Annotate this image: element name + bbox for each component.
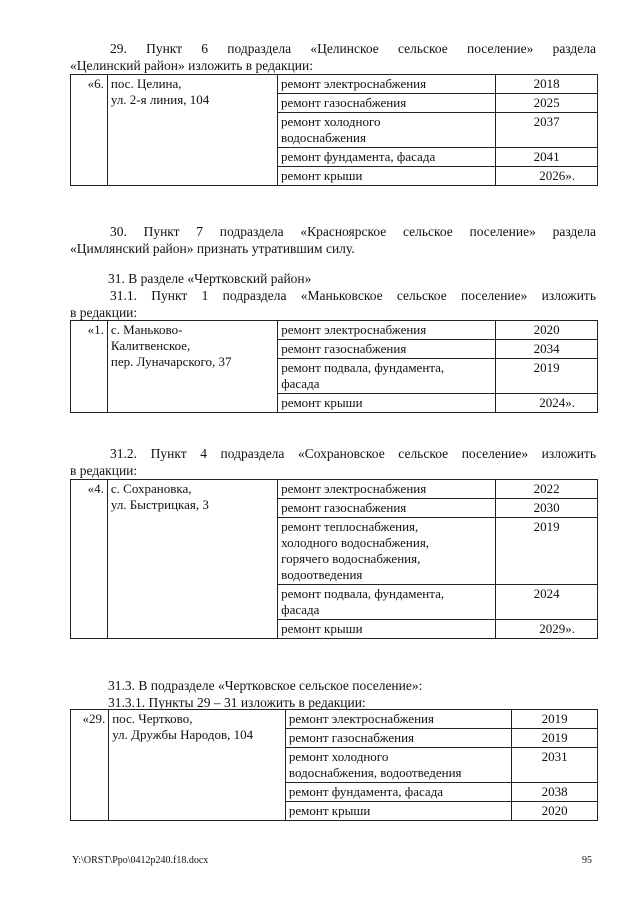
- paragraph-31-1-line-1: 31.1. Пункт 1 подраздела «Маньковское сельское поселение» изложить: [110, 288, 596, 303]
- work-type-line: ремонт электроснабжения: [281, 322, 427, 337]
- address-line: пос. Чертково,: [112, 711, 193, 726]
- table-item-31-2: [70, 479, 598, 639]
- work-type-cell: [285, 729, 511, 748]
- work-type-line: ремонт холодного: [288, 749, 389, 764]
- work-type-line: ремонт крыши: [288, 803, 371, 818]
- work-type-cell: [278, 75, 496, 94]
- year-cell: 2019: [512, 710, 598, 729]
- work-type-line: ремонт газоснабжения: [281, 95, 407, 110]
- work-type-cell: [278, 499, 496, 518]
- work-type-line: фасада: [281, 376, 320, 391]
- table-row: [71, 75, 598, 94]
- work-type-line: ремонт крыши: [281, 621, 363, 636]
- work-type-cell: [278, 359, 496, 394]
- work-type-cell: [278, 94, 496, 113]
- work-type-cell: [285, 802, 511, 821]
- year-cell: 2041: [496, 148, 598, 167]
- work-type-cell: [285, 783, 511, 802]
- footer-page-number: 95: [582, 855, 592, 866]
- year-cell: 2024».: [496, 394, 598, 413]
- year-cell: 2031: [512, 748, 598, 783]
- table-item-31-1: [70, 320, 598, 413]
- paragraph-30-line-1: 30. Пункт 7 подраздела «Красноярское сельское поселение» раздела: [110, 224, 596, 239]
- work-type-cell: [285, 748, 511, 783]
- work-type-line: холодного водоснабжения,: [281, 535, 430, 550]
- paragraph-30-line-2: «Цимлянский район» признать утратившим силу.: [70, 241, 355, 256]
- paragraph-30: [70, 223, 596, 257]
- work-type-line: ремонт электроснабжения: [281, 76, 427, 91]
- work-type-line: ремонт фундамента, фасада: [288, 784, 444, 799]
- work-type-cell: [278, 167, 496, 186]
- address-line: ул. Дружбы Народов, 104: [112, 727, 254, 742]
- year-cell: 2030: [496, 499, 598, 518]
- address-cell: [107, 321, 277, 413]
- address-line: с. Сохрановка,: [110, 481, 192, 496]
- work-type-line: ремонт крыши: [281, 168, 363, 183]
- table-item-31-3-1: [70, 709, 598, 821]
- address-line: пос. Целина,: [110, 76, 182, 91]
- paragraph-29: [70, 40, 596, 74]
- table-row: [71, 321, 598, 340]
- year-cell: 2020: [512, 802, 598, 821]
- year-cell: 2018: [496, 75, 598, 94]
- work-type-line: ремонт газоснабжения: [281, 500, 407, 515]
- year-cell: 2029».: [496, 620, 598, 639]
- item-number: «29.: [71, 710, 109, 821]
- table-item-29: [70, 74, 598, 186]
- year-cell: 2019: [496, 359, 598, 394]
- work-type-line: ремонт газоснабжения: [288, 730, 415, 745]
- paragraph-31-1-line-2: в редакции:: [70, 305, 138, 320]
- address-line: с. Маньково-: [110, 322, 183, 337]
- year-cell: 2037: [496, 113, 598, 148]
- work-type-line: ремонт электроснабжения: [288, 711, 434, 726]
- year-cell: 2025: [496, 94, 598, 113]
- heading-31-3-1: 31.3.1. Пункты 29 – 31 изложить в редакции:: [108, 695, 366, 710]
- work-type-line: ремонт фундамента, фасада: [281, 149, 436, 164]
- work-type-cell: [278, 113, 496, 148]
- work-type-line: ремонт электроснабжения: [281, 481, 427, 496]
- year-cell: 2020: [496, 321, 598, 340]
- work-type-cell: [278, 340, 496, 359]
- address-line: Калитвенское,: [110, 338, 191, 353]
- heading-31-3: 31.3. В подразделе «Чертковское сельское поселение»:: [108, 678, 423, 693]
- year-cell: 2024: [496, 585, 598, 620]
- address-cell: [107, 480, 277, 639]
- year-cell: 2022: [496, 480, 598, 499]
- address-line: ул. Быстрицкая, 3: [110, 497, 209, 512]
- work-type-cell: [278, 148, 496, 167]
- item-number: «6.: [71, 75, 108, 186]
- footer-file-path: Y:\ORST\Ppo\0412p240.f18.docx: [72, 855, 209, 866]
- address-cell: [109, 710, 286, 821]
- item-number: «4.: [71, 480, 108, 639]
- work-type-line: ремонт крыши: [281, 395, 363, 410]
- work-type-line: ремонт теплоснабжения,: [281, 519, 419, 534]
- work-type-cell: [278, 321, 496, 340]
- year-cell: 2038: [512, 783, 598, 802]
- work-type-line: ремонт газоснабжения: [281, 341, 407, 356]
- paragraph-29-line-1: 29. Пункт 6 подраздела «Целинское сельское поселение» раздела: [110, 41, 596, 56]
- work-type-line: ремонт подвала, фундамента,: [281, 360, 445, 375]
- work-type-line: ремонт холодного: [281, 114, 381, 129]
- year-cell: 2019: [512, 729, 598, 748]
- address-line: ул. 2-я линия, 104: [110, 92, 210, 107]
- paragraph-31-2: [70, 445, 596, 479]
- work-type-line: водоснабжения, водоотведения: [288, 765, 462, 780]
- work-type-line: водоотведения: [281, 567, 363, 582]
- paragraph-31-1: [70, 287, 596, 321]
- work-type-cell: [278, 585, 496, 620]
- year-cell: 2019: [496, 518, 598, 585]
- work-type-line: водоснабжения: [281, 130, 366, 145]
- work-type-line: горячего водоснабжения,: [281, 551, 421, 566]
- work-type-line: фасада: [281, 602, 320, 617]
- work-type-cell: [278, 394, 496, 413]
- work-type-cell: [278, 518, 496, 585]
- work-type-line: ремонт подвала, фундамента,: [281, 586, 445, 601]
- year-cell: 2026».: [496, 167, 598, 186]
- year-cell: 2034: [496, 340, 598, 359]
- table-row: [71, 480, 598, 499]
- work-type-cell: [278, 620, 496, 639]
- work-type-cell: [278, 480, 496, 499]
- heading-31: 31. В разделе «Чертковский район»: [108, 271, 312, 286]
- table-row: [71, 710, 598, 729]
- item-number: «1.: [71, 321, 108, 413]
- paragraph-31-2-line-1: 31.2. Пункт 4 подраздела «Сохрановское сельское поселение» изложить: [110, 446, 596, 461]
- address-cell: [107, 75, 277, 186]
- paragraph-29-line-2: «Целинский район» изложить в редакции:: [70, 58, 313, 73]
- paragraph-31-2-line-2: в редакции:: [70, 463, 138, 478]
- work-type-cell: [285, 710, 511, 729]
- address-line: пер. Луначарского, 37: [110, 354, 232, 369]
